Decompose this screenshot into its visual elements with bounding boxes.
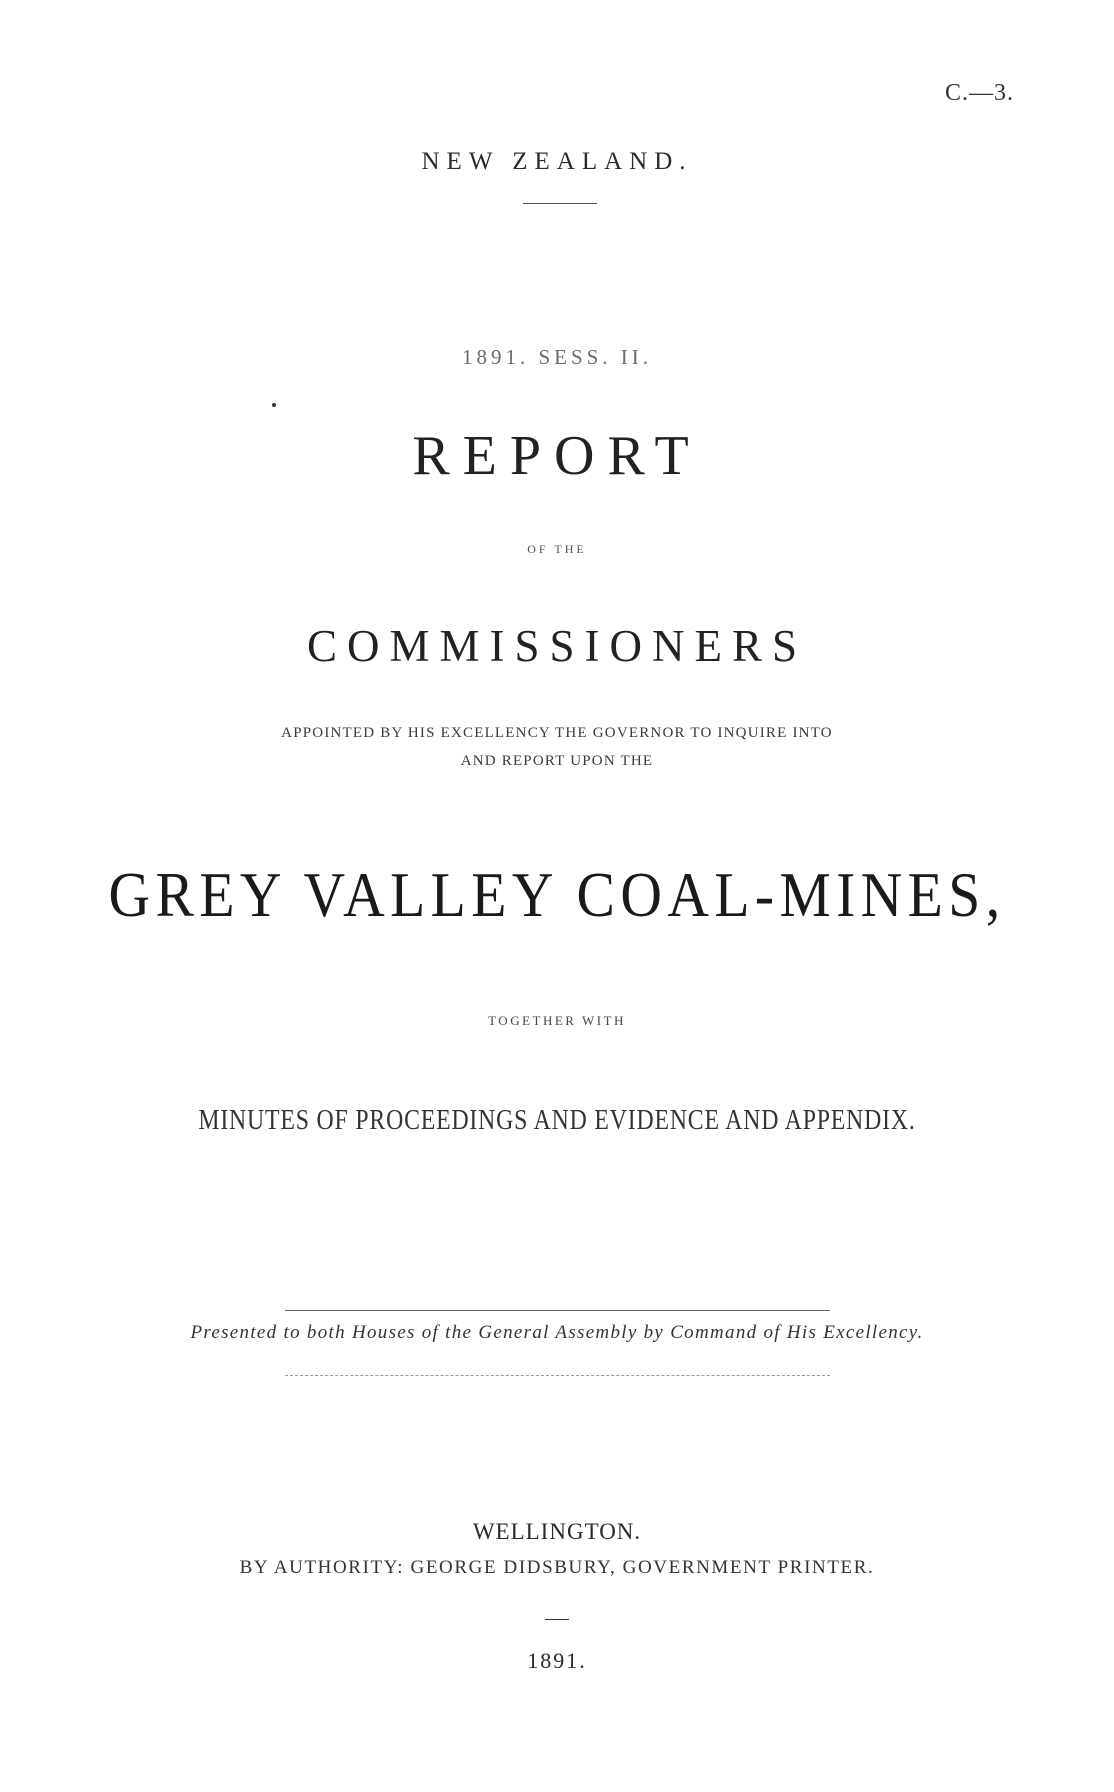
margin-dot — [272, 403, 276, 407]
together-with-connector: TOGETHER WITH — [488, 1013, 626, 1028]
commissioners-title: COMMISSIONERS — [306, 621, 808, 671]
document-reference: C.—3. — [944, 80, 1014, 106]
presentation-rule-top — [285, 1310, 830, 1311]
presentation-rule-bottom — [285, 1375, 830, 1376]
presentation-statement: Presented to both Houses of the General Assembly by Command of His Excellency. — [190, 1322, 924, 1343]
country-heading: NEW ZEALAND. — [421, 148, 693, 175]
subject-title: GREY VALLEY COAL-MINES, — [108, 859, 1006, 930]
imprint-city: WELLINGTON. — [472, 1519, 642, 1544]
imprint-dash — [545, 1619, 569, 1620]
session-line: 1891. SESS. II. — [461, 345, 653, 369]
minutes-line: MINUTES OF PROCEEDINGS AND EVIDENCE AND APPENDIX. — [198, 1104, 916, 1136]
of-the-connector: OF THE — [527, 542, 587, 556]
report-title: REPORT — [412, 425, 702, 487]
heading-divider — [523, 203, 597, 204]
appointed-line-2: AND REPORT UPON THE — [460, 753, 654, 769]
imprint-year: 1891. — [527, 1648, 587, 1673]
appointed-line-1: APPOINTED BY HIS EXCELLENCY THE GOVERNOR TO INQUIRE INTO — [281, 725, 833, 741]
imprint-printer: BY AUTHORITY: GEORGE DIDSBURY, GOVERNMENT PRINTER. — [239, 1557, 875, 1578]
